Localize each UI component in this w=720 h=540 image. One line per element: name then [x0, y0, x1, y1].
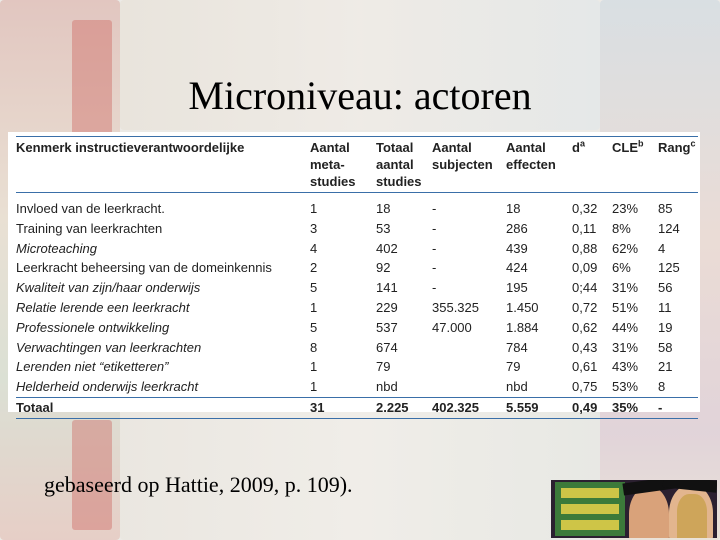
table-row	[16, 219, 698, 239]
table-cell: -	[658, 397, 698, 418]
table-cell: 8	[658, 379, 666, 395]
table-cell: 1	[310, 201, 318, 216]
table-cell: 4	[658, 240, 666, 256]
table-cell: 21	[658, 359, 673, 375]
table-cell: 92	[376, 260, 391, 276]
data-table-panel	[8, 132, 700, 415]
table-cell: 58	[658, 339, 673, 355]
table-cell: 18	[376, 201, 391, 216]
table-cell: nbd	[376, 379, 398, 395]
table-cell: -	[432, 201, 437, 216]
column-header: Aantal meta-studies	[310, 137, 376, 193]
table-cell: 0,32	[572, 201, 598, 216]
table-cell: 0,75	[572, 379, 598, 395]
table-cell: 537	[376, 319, 398, 335]
table-cell: 44%	[612, 319, 639, 335]
table-cell: -	[432, 280, 437, 296]
column-header: Totaal aantal studies	[376, 137, 432, 193]
table-cell: 8%	[612, 220, 631, 236]
table-total-row	[16, 397, 698, 418]
table-cell: 424	[506, 260, 528, 276]
table-cell: 0,62	[572, 319, 598, 335]
table-cell: Relatie lerende een leerkracht	[16, 299, 190, 315]
table-cell: 1	[310, 359, 318, 375]
table-cell: nbd	[506, 379, 528, 395]
table-cell: 0,88	[572, 240, 598, 256]
column-header: Aantal effecten	[506, 137, 572, 193]
table-cell: 1.450	[506, 299, 539, 315]
table-cell: 5.559	[506, 397, 572, 418]
table-cell: 2.225	[376, 397, 432, 418]
table-row	[16, 318, 698, 338]
column-header: $d^a$	[572, 137, 612, 193]
table-cell	[432, 357, 506, 377]
table-row	[16, 298, 698, 318]
table-cell: -	[432, 240, 437, 256]
table-cell: 674	[376, 339, 398, 355]
table-cell: 0;44	[572, 280, 598, 296]
table-header-row	[16, 137, 698, 193]
table-cell: 2	[310, 260, 318, 276]
table-row	[16, 239, 698, 259]
table-cell: 784	[506, 339, 528, 355]
table-cell: 124	[658, 220, 680, 236]
table-cell: 1.884	[506, 319, 539, 335]
table-cell: 439	[506, 240, 528, 256]
table-cell: 0,11	[572, 220, 597, 236]
slide-title: Microniveau: actoren	[188, 73, 532, 118]
table-cell: Invloed van de leerkracht.	[16, 201, 165, 216]
table-cell: Professionele ontwikkeling	[16, 319, 170, 335]
table-cell: 1	[310, 379, 318, 395]
table-cell: 31%	[612, 339, 639, 355]
table-cell: 31%	[612, 280, 639, 296]
table-cell: 53	[376, 220, 391, 236]
table-cell: Training van leerkrachten	[16, 220, 163, 236]
table-cell	[432, 377, 506, 397]
table-cell: -	[432, 220, 437, 236]
table-cell: 53%	[612, 379, 639, 395]
table-cell: 5	[310, 319, 318, 335]
table-cell: 79	[376, 359, 391, 375]
table-row	[16, 193, 698, 219]
table-cell: 11	[658, 299, 672, 315]
table-cell: 3	[310, 220, 318, 236]
table-row	[16, 377, 698, 397]
table-cell: Verwachtingen van leerkrachten	[16, 339, 202, 355]
table-cell: Kwaliteit van zijn/haar onderwijs	[16, 280, 201, 296]
table-row	[16, 258, 698, 278]
table-row	[16, 357, 698, 377]
table-cell: 35%	[612, 397, 658, 418]
table-cell: 402.325	[432, 397, 506, 418]
table-cell: 51%	[612, 299, 639, 315]
table-cell: 19	[658, 319, 673, 335]
table-cell: 85	[658, 201, 673, 216]
table-cell: 47.000	[432, 319, 472, 335]
table-cell: -	[432, 260, 437, 276]
table-cell: 0,49	[572, 397, 612, 418]
table-cell: 0,61	[572, 359, 598, 375]
table-row	[16, 278, 698, 298]
table-cell: 31	[310, 397, 376, 418]
table-cell: 43%	[612, 359, 639, 375]
table-cell: 141	[376, 280, 398, 296]
table-cell: Microteaching	[16, 240, 97, 256]
table-cell: 8	[310, 339, 318, 355]
column-header: Rang$^c$	[658, 137, 698, 193]
table-cell: Totaal	[16, 397, 310, 418]
column-header: CLE$^b$	[612, 137, 658, 193]
table-cell: 0,43	[572, 339, 598, 355]
table-cell: 18	[506, 201, 521, 216]
graduation-photo	[551, 480, 717, 538]
table-cell: Lerenden niet “etiketteren”	[16, 359, 169, 375]
table-cell: 355.325	[432, 299, 479, 315]
table-cell: Leerkracht beheersing van de domeinkennis	[16, 260, 272, 276]
table-cell: 229	[376, 299, 398, 315]
source-citation: gebaseerd op Hattie, 2009, p. 109).	[44, 472, 353, 497]
column-header: Aantal subjecten	[432, 137, 506, 193]
table-row	[16, 338, 698, 358]
table-cell: 79	[506, 359, 521, 375]
data-table	[16, 136, 698, 419]
table-cell: 0,09	[572, 260, 598, 276]
table-cell: 23%	[612, 201, 639, 216]
table-cell: 6%	[612, 260, 631, 276]
table-cell: 62%	[612, 240, 639, 256]
table-cell: 402	[376, 240, 398, 256]
table-cell	[432, 338, 506, 358]
table-cell: 5	[310, 280, 318, 296]
table-cell: 1	[310, 299, 318, 315]
table-cell: Helderheid onderwijs leerkracht	[16, 379, 199, 395]
table-cell: 195	[506, 280, 528, 296]
table-cell: 286	[506, 220, 528, 236]
table-cell: 125	[658, 260, 680, 276]
column-header: Kenmerk instructieverantwoordelijke	[16, 137, 310, 193]
table-cell: 0,72	[572, 299, 598, 315]
table-cell: 4	[310, 240, 318, 256]
table-cell: 56	[658, 280, 673, 296]
